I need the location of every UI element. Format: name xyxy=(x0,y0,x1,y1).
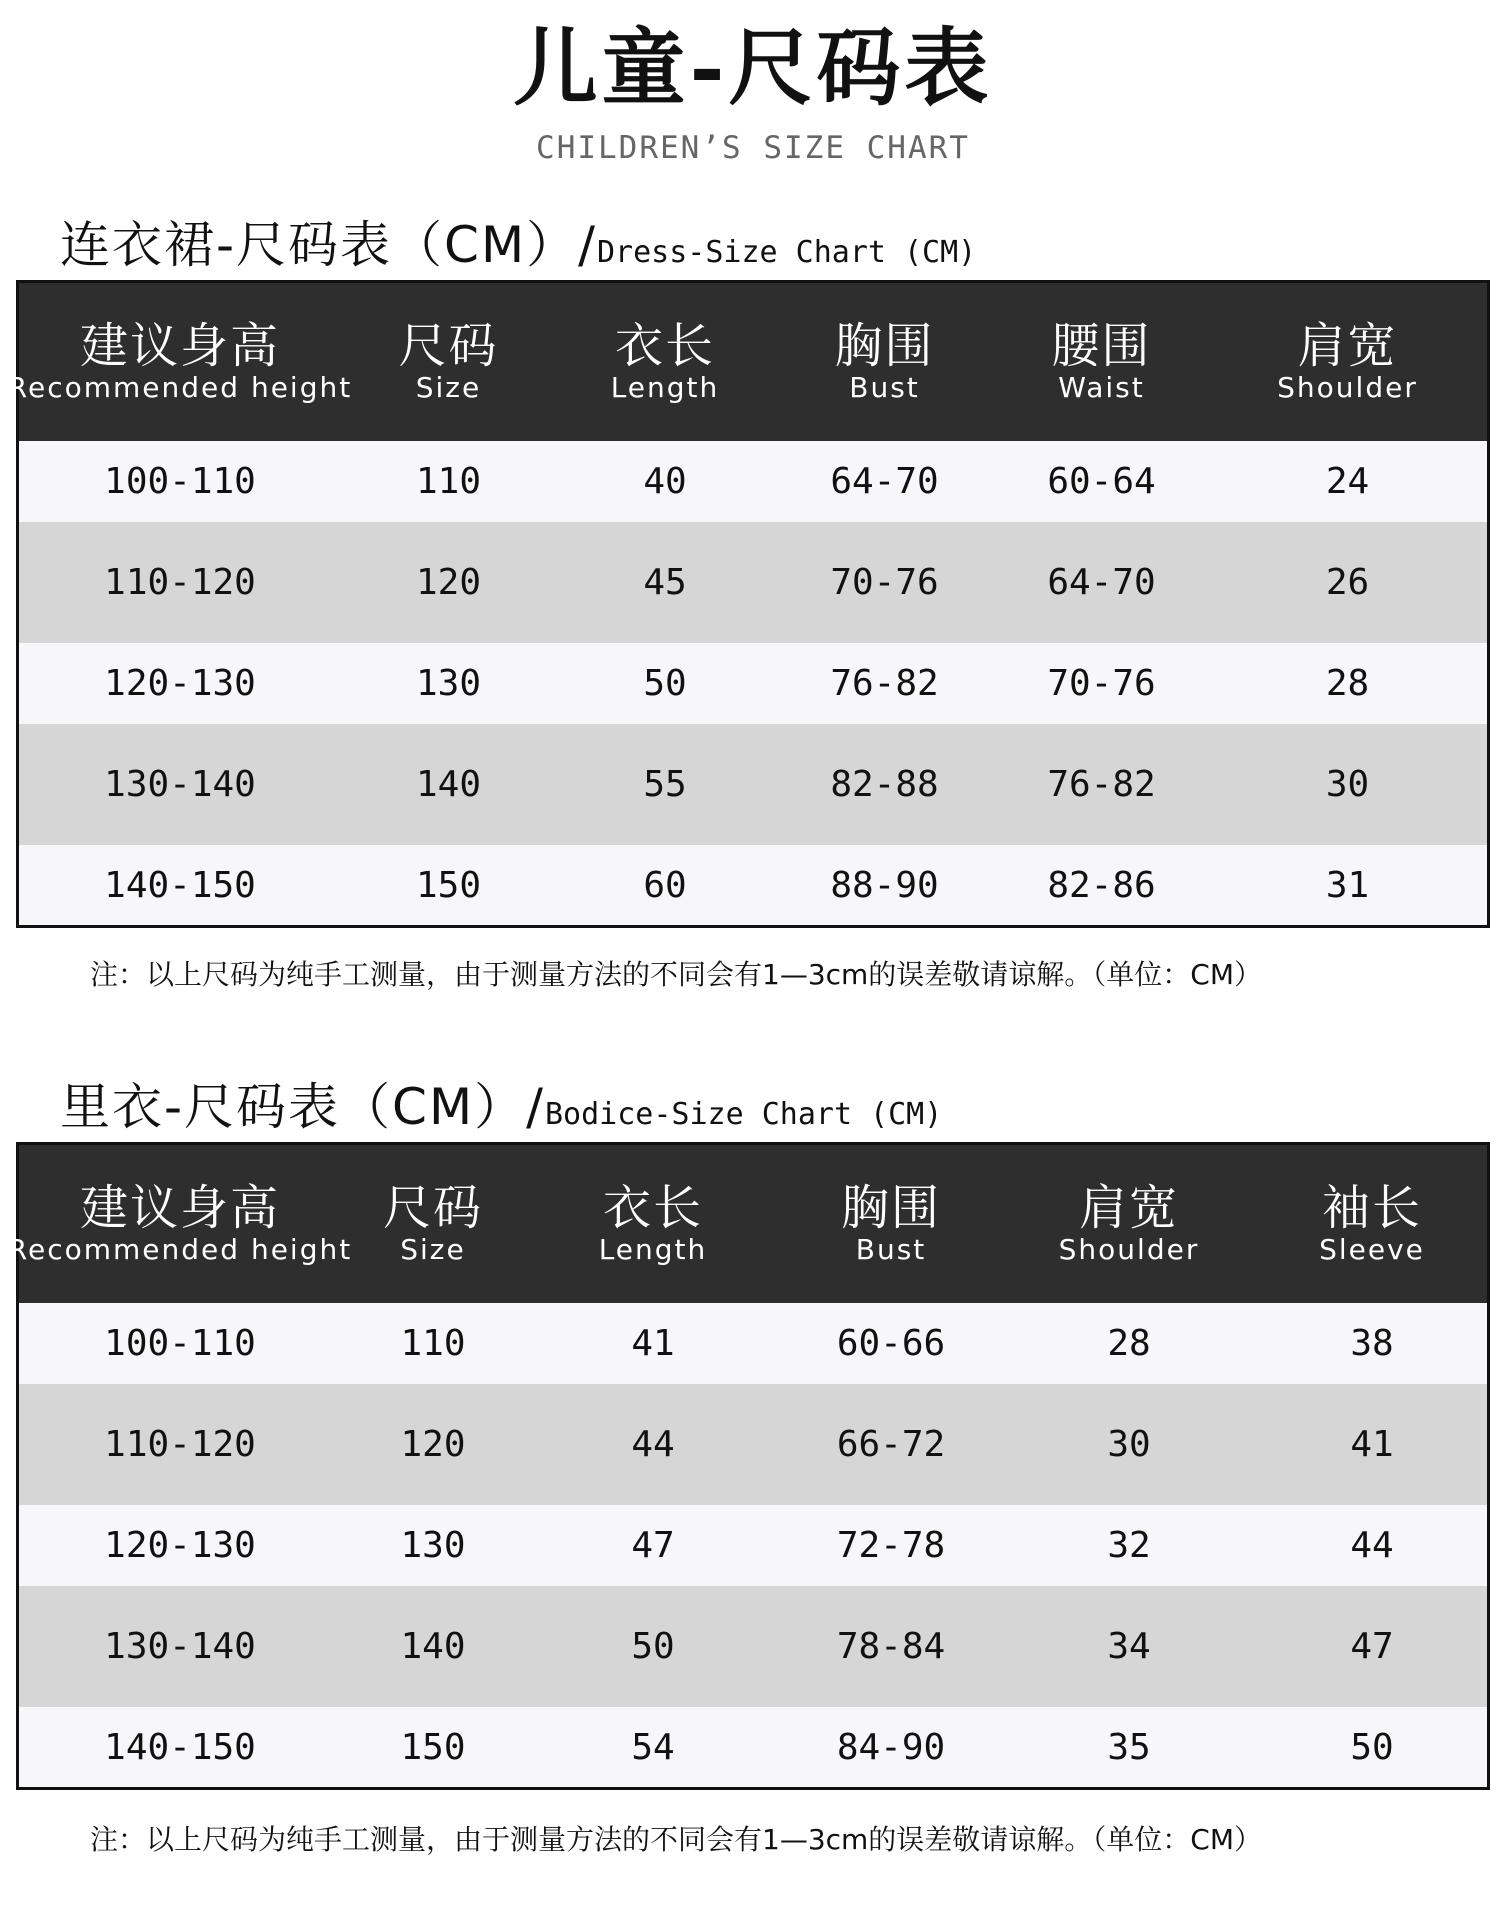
dress-header-bust xyxy=(774,283,995,441)
bodice-measurement-note: 注：以上尺码为纯手工测量，由于测量方法的不同会有1—3cm的误差敬请谅解。（单位：CM） xyxy=(90,1823,1263,1856)
cell-waist: 64-70 xyxy=(1047,562,1156,603)
bodice-heading-en: Bodice-Size Chart (CM) xyxy=(544,1097,943,1132)
cell-length: 60 xyxy=(643,864,687,906)
table-row xyxy=(19,643,1487,724)
cell-shoulder: 31 xyxy=(1325,864,1370,906)
bodice-header-bust xyxy=(781,1145,1001,1303)
table-row xyxy=(19,724,1487,845)
cell-size: 130 xyxy=(415,663,482,704)
header-label-zh: 肩宽 xyxy=(1078,1180,1179,1236)
header-label-zh: 衣长 xyxy=(614,318,715,374)
cell-sleeve: 50 xyxy=(1350,1726,1394,1768)
cell-shoulder: 24 xyxy=(1325,461,1370,502)
header-label-zh: 腰围 xyxy=(1051,318,1152,374)
cell-bust: 88-90 xyxy=(830,864,939,906)
cell-sleeve: 38 xyxy=(1350,1323,1394,1364)
dress-header-length xyxy=(556,283,774,441)
cell-length: 50 xyxy=(643,663,687,704)
cell-waist: 76-82 xyxy=(1047,764,1156,805)
header-label-zh: 胸围 xyxy=(840,1180,941,1236)
cell-bust: 60-66 xyxy=(836,1323,946,1364)
cell-length: 55 xyxy=(643,764,687,805)
cell-shoulder: 30 xyxy=(1325,764,1370,805)
header-label-en: Shoulder xyxy=(1277,371,1418,404)
header-label-en: Recommended height xyxy=(7,371,353,404)
cell-waist: 60-64 xyxy=(1047,461,1156,502)
table-row xyxy=(19,1384,1487,1505)
header-label-en: Waist xyxy=(1058,371,1145,404)
header-label-en: Size xyxy=(415,371,482,404)
cell-length: 50 xyxy=(631,1626,675,1667)
table-row xyxy=(19,845,1487,925)
cell-length: 45 xyxy=(643,562,687,603)
cell-shoulder: 35 xyxy=(1107,1726,1151,1768)
bodice-header-size xyxy=(341,1145,525,1303)
cell-length: 54 xyxy=(631,1726,675,1768)
cell-shoulder: 34 xyxy=(1107,1626,1151,1667)
header-label-zh: 衣长 xyxy=(602,1180,703,1236)
table-row xyxy=(19,1707,1487,1787)
cell-height: 100-110 xyxy=(104,1323,256,1364)
dress-header-height xyxy=(7,283,353,441)
cell-shoulder: 28 xyxy=(1325,663,1370,704)
bodice-size-table xyxy=(7,1142,1490,1790)
cell-sleeve: 44 xyxy=(1350,1525,1394,1566)
header-label-zh: 袖长 xyxy=(1321,1180,1422,1236)
cell-bust: 76-82 xyxy=(830,663,939,704)
header-label-en: Recommended height xyxy=(7,1233,353,1266)
dress-measurement-note: 注：以上尺码为纯手工测量，由于测量方法的不同会有1—3cm的误差敬请谅解。（单位：CM） xyxy=(90,958,1263,991)
cell-length: 41 xyxy=(631,1323,675,1364)
header-label-en: Length xyxy=(610,371,720,404)
table-row xyxy=(19,522,1487,643)
table-row xyxy=(19,1505,1487,1586)
cell-height: 100-110 xyxy=(104,461,256,502)
bodice-header-height xyxy=(7,1145,353,1303)
cell-waist: 70-76 xyxy=(1047,663,1156,704)
header-label-en: Sleeve xyxy=(1319,1233,1425,1266)
cell-shoulder: 30 xyxy=(1107,1424,1151,1465)
cell-shoulder: 28 xyxy=(1107,1323,1151,1364)
cell-bust: 64-70 xyxy=(830,461,939,502)
cell-size: 120 xyxy=(400,1424,466,1465)
cell-shoulder: 32 xyxy=(1107,1525,1151,1566)
cell-waist: 82-86 xyxy=(1047,864,1156,906)
cell-height: 110-120 xyxy=(104,562,256,603)
header-label-en: Size xyxy=(400,1233,466,1266)
cell-size: 140 xyxy=(415,764,482,805)
header-label-zh: 建议身高 xyxy=(79,318,280,374)
cell-bust: 82-88 xyxy=(830,764,939,805)
header-label-en: Shoulder xyxy=(1058,1233,1200,1266)
cell-size: 150 xyxy=(400,1726,466,1768)
cell-length: 44 xyxy=(631,1424,675,1465)
cell-height: 140-150 xyxy=(104,864,256,906)
cell-bust: 66-72 xyxy=(836,1424,946,1465)
cell-height: 120-130 xyxy=(104,663,256,704)
cell-bust: 70-76 xyxy=(830,562,939,603)
cell-height: 140-150 xyxy=(104,1726,256,1768)
page-subtitle: CHILDREN’S SIZE CHART xyxy=(536,130,970,166)
table-row xyxy=(19,441,1487,522)
bodice-table-header xyxy=(7,1145,1487,1303)
dress-table-header xyxy=(7,283,1487,441)
cell-length: 47 xyxy=(631,1525,675,1566)
dress-section-heading xyxy=(60,210,976,280)
bodice-header-length xyxy=(525,1145,781,1303)
header-label-zh: 尺码 xyxy=(382,1180,483,1236)
cell-size: 130 xyxy=(400,1525,466,1566)
cell-bust: 72-78 xyxy=(836,1525,946,1566)
cell-height: 120-130 xyxy=(104,1525,256,1566)
header-label-zh: 建议身高 xyxy=(79,1180,280,1236)
cell-height: 110-120 xyxy=(104,1424,256,1465)
dress-size-table xyxy=(7,280,1490,928)
dress-header-shoulder xyxy=(1208,283,1487,441)
bodice-heading-zh: 里衣-尺码表（CM）/ xyxy=(60,1078,545,1136)
dress-heading-zh: 连衣裙-尺码表（CM）/ xyxy=(60,216,597,274)
dress-heading-en: Dress-Size Chart (CM) xyxy=(596,235,977,270)
cell-size: 110 xyxy=(415,461,482,502)
cell-size: 140 xyxy=(400,1626,466,1667)
header-label-zh: 尺码 xyxy=(398,318,499,374)
bodice-section-heading xyxy=(60,1072,942,1142)
dress-header-size xyxy=(341,283,556,441)
table-row xyxy=(19,1303,1487,1384)
bodice-header-sleeve xyxy=(1257,1145,1487,1303)
cell-size: 120 xyxy=(415,562,482,603)
cell-size: 150 xyxy=(415,864,482,906)
cell-height: 130-140 xyxy=(104,1626,256,1667)
header-label-en: Bust xyxy=(855,1233,927,1266)
header-label-zh: 胸围 xyxy=(834,318,935,374)
header-label-zh: 肩宽 xyxy=(1297,318,1398,374)
page-title: 儿童-尺码表 xyxy=(513,18,993,117)
cell-sleeve: 41 xyxy=(1350,1424,1394,1465)
header-label-en: Length xyxy=(598,1233,708,1266)
dress-header-waist xyxy=(995,283,1208,441)
cell-shoulder: 26 xyxy=(1325,562,1370,603)
table-row xyxy=(19,1586,1487,1707)
cell-size: 110 xyxy=(400,1323,466,1364)
cell-bust: 78-84 xyxy=(836,1626,946,1667)
cell-length: 40 xyxy=(643,461,687,502)
cell-height: 130-140 xyxy=(104,764,256,805)
bodice-header-shoulder xyxy=(1001,1145,1257,1303)
header-label-en: Bust xyxy=(849,371,920,404)
cell-sleeve: 47 xyxy=(1350,1626,1394,1667)
cell-bust: 84-90 xyxy=(836,1726,946,1768)
